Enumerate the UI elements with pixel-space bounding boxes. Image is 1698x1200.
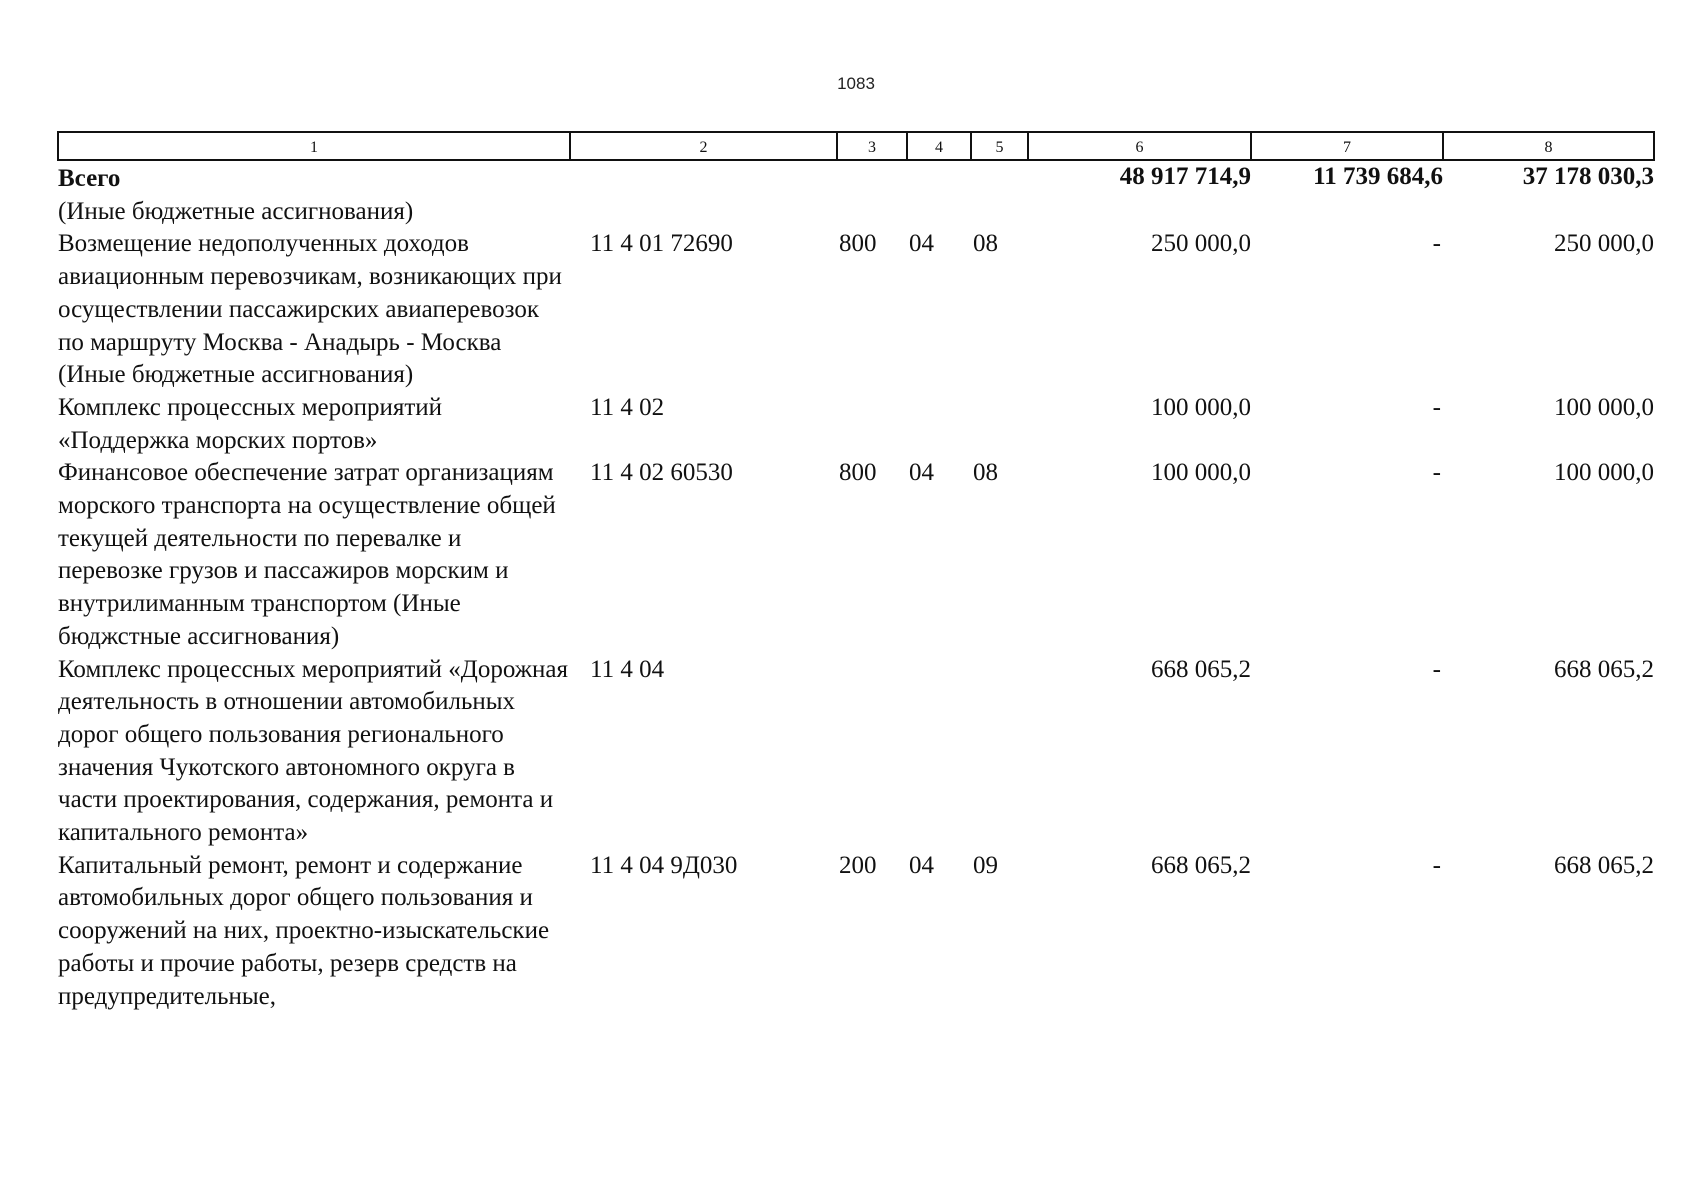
column-header-2: 2 (570, 132, 837, 160)
row-name: Комплекс процессных мероприятий «Дорожная деятельность в отношении автомобильных дорог общего пользования регионального значения Чукотского автономного округа в части проектирования, содержания, ремонта и капитального ремонта» (58, 655, 568, 847)
row-col8: 668 065,2 (1554, 655, 1654, 683)
page-number: 1083 (837, 74, 875, 93)
column-number-header-row (58, 132, 1654, 160)
table-row (58, 457, 1654, 653)
row-code: 11 4 04 9Д030 (590, 851, 738, 879)
total-col7: 11 739 684,6 (1313, 163, 1443, 190)
row-col7: - (1432, 393, 1441, 421)
column-header-3: 3 (837, 132, 907, 160)
row-col6: 100 000,0 (1151, 393, 1251, 421)
row-name: Комплекс процессных мероприятий «Поддержка морских портов» (58, 393, 443, 454)
row-name: Капитальный ремонт, ремонт и содержание автомобильных дорог общего пользования и сооружений на них, проектно-изыскательские работы и прочие работы, резерв средств на предупредительные, (58, 851, 550, 1010)
row-col6: 668 065,2 (1151, 851, 1251, 879)
row-col8: 250 000,0 (1554, 230, 1654, 258)
table-row (58, 228, 1654, 392)
row-pr: 08 (973, 459, 998, 487)
row-col7: - (1432, 851, 1441, 879)
row-rz: 04 (909, 459, 934, 487)
row-code: 11 4 02 (590, 393, 665, 421)
row-rz: 04 (909, 230, 934, 258)
row-col8: 100 000,0 (1554, 393, 1654, 421)
row-col6: 668 065,2 (1151, 655, 1251, 683)
column-header-5: 5 (971, 132, 1028, 160)
row-vr (837, 654, 907, 850)
continuation-row (58, 196, 1654, 229)
row-pr (971, 392, 1028, 457)
row-pr: 09 (973, 851, 998, 879)
row-rz (907, 392, 971, 457)
table-row (58, 850, 1654, 1014)
row-name: Финансовое обеспечение затрат организациям морского транспорта на осуществление общей текущей деятельности по перевалке и перевозке грузов и пассажиров морским и внутрилиманным транспортом (Иные бюджстные ассигнования) (58, 459, 556, 650)
column-header-6: 6 (1028, 132, 1251, 160)
table-row (58, 392, 1654, 457)
row-col8: 100 000,0 (1554, 459, 1654, 487)
row-col7: - (1432, 230, 1441, 258)
row-vr (837, 392, 907, 457)
continuation-text: (Иные бюджетные ассигнования) (58, 197, 414, 225)
row-rz: 04 (909, 851, 934, 879)
row-col7: - (1432, 459, 1441, 487)
row-code: 11 4 01 72690 (590, 230, 733, 258)
table-row (58, 654, 1654, 850)
row-rz (907, 654, 971, 850)
row-col8: 668 065,2 (1554, 851, 1654, 879)
row-col7: - (1432, 655, 1441, 683)
column-header-7: 7 (1251, 132, 1443, 160)
row-pr (971, 654, 1028, 850)
column-header-4: 4 (907, 132, 971, 160)
column-header-1: 1 (58, 132, 570, 160)
row-vr: 200 (839, 851, 877, 879)
row-col6: 100 000,0 (1151, 459, 1251, 487)
row-vr: 800 (839, 230, 877, 258)
row-name: Возмещение недополученных доходов авиационным перевозчикам, возникающих при осуществлении пассажирских авиаперевозок по маршруту Москва - Анадырь - Москва (Иные бюджетные ассигнования) (58, 230, 562, 389)
total-col8: 37 178 030,3 (1522, 163, 1654, 190)
column-header-8: 8 (1443, 132, 1654, 160)
budget-table (57, 131, 1655, 1013)
total-row (58, 160, 1654, 196)
row-col6: 250 000,0 (1151, 230, 1251, 258)
row-vr: 800 (839, 459, 877, 487)
row-code: 11 4 04 (590, 655, 665, 683)
row-pr: 08 (973, 230, 998, 258)
row-code: 11 4 02 60530 (590, 459, 733, 487)
total-col6: 48 917 714,9 (1119, 163, 1251, 190)
total-label: Всего (58, 165, 121, 192)
